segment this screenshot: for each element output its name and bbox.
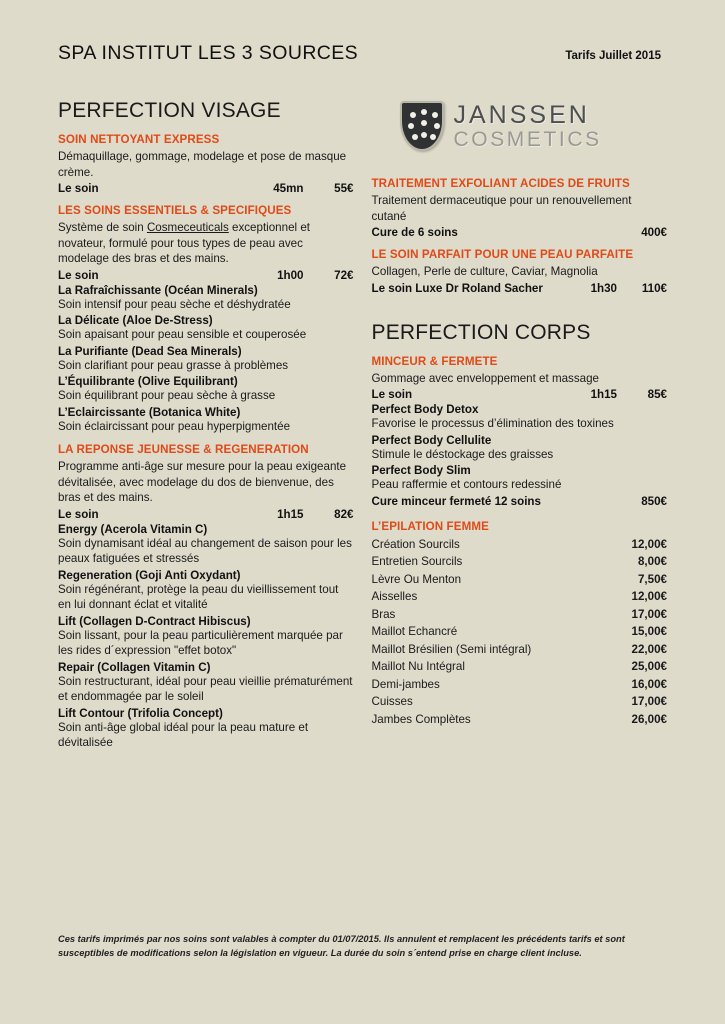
price-duration: 1h00	[277, 268, 304, 282]
content-columns	[58, 99, 667, 752]
category-description: Programme anti-âge sur mesure pour la peau exigeante dévitalisée, avec modelage du dos de bienvenue, des bras et des mains.	[58, 460, 347, 504]
service-name: Regeneration (Goji Anti Oxydant)	[58, 568, 241, 582]
price-label: Le soin	[371, 388, 413, 401]
price-row	[372, 282, 668, 295]
service-name: La Purifiante (Dead Sea Minerals)	[58, 344, 242, 358]
section-title-visage: PERFECTION VISAGE	[58, 99, 281, 122]
service-block-exfoliant	[372, 177, 668, 239]
epilation-price: 17,00€	[631, 695, 667, 708]
left-column	[58, 99, 354, 752]
service-description: Soin régénérant, protège la peau du vieillissement tout en lui donnant éclat et vitalité	[58, 582, 339, 611]
epilation-price: 26,00€	[631, 712, 667, 726]
page-title: SPA INSTITUT LES 3 SOURCES	[58, 42, 359, 64]
category-title: SOIN NETTOYANT EXPRESS	[58, 133, 220, 146]
price-row	[58, 508, 354, 521]
category-title: LA REPONSE JEUNESSE & REGENERATION	[58, 443, 309, 456]
epilation-price: 25,00€	[631, 660, 667, 673]
service-description: Peau raffermie et contours redessiné	[371, 478, 562, 491]
price-label: Le soin	[58, 507, 99, 521]
epilation-price: 12,00€	[631, 537, 667, 551]
epilation-label: Aisselles	[371, 590, 418, 603]
logo-text-primary: JANSSEN	[453, 100, 590, 129]
category-description: Gommage avec enveloppement et massage	[371, 371, 599, 385]
price-row	[58, 182, 354, 195]
epilation-label: Maillot Brésilien (Semi intégral)	[371, 642, 532, 656]
service-description: Soin dynamisant idéal au changement de saison pour les peaux fatiguées et stressés	[58, 536, 352, 565]
service-name: Perfect Body Slim	[371, 464, 471, 477]
table-row	[372, 606, 668, 624]
price-duration: 1h30	[590, 281, 617, 295]
epilation-label: Bras	[371, 607, 396, 621]
epilation-label: Demi-jambes	[371, 677, 440, 691]
service-name: La Délicate (Aloe De-Stress)	[58, 314, 213, 327]
category-title: LE SOIN PARFAIT POUR UNE PEAU PARFAITE	[371, 248, 634, 261]
service-block-jeunesse	[58, 443, 354, 751]
table-row	[372, 536, 668, 554]
price-label: Cure de 6 soins	[371, 226, 458, 239]
epilation-label: Cuisses	[371, 695, 413, 708]
price-label: Le soin Luxe Dr Roland Sacher	[371, 281, 543, 295]
price-label: Le soin	[58, 182, 99, 195]
service-description: Soin clarifiant pour peau grasse à problèmes	[58, 358, 289, 372]
logo-text-secondary: COSMETICS	[453, 127, 602, 151]
service-name: Repair (Collagen Vitamin C)	[58, 660, 211, 674]
category-title: LES SOINS ESSENTIELS & SPECIFIQUES	[58, 204, 292, 217]
price-amount: 55€	[334, 182, 354, 195]
table-row	[372, 658, 668, 676]
epilation-label: Jambes Complètes	[371, 712, 471, 726]
price-row	[372, 388, 668, 401]
service-description: Stimule le déstockage des graisses	[371, 447, 554, 461]
category-description: Collagen, Perle de culture, Caviar, Magnolia	[371, 265, 598, 278]
epilation-price: 17,00€	[631, 607, 667, 621]
service-description: Soin restructurant, idéal pour peau vieillie prématurément et endommagée par le soleil	[58, 674, 353, 703]
epilation-price: 12,00€	[631, 590, 667, 603]
epilation-price: 7,50€	[637, 572, 667, 586]
service-block-soin-parfait	[372, 248, 668, 295]
epilation-label: Maillot Nu Intégral	[371, 660, 465, 673]
price-amount: 850€	[641, 494, 667, 508]
legal-footnote: Ces tarifs imprimés par nos soins sont valables à compter du 01/07/2015. Ils annulent et remplacent les précédents tarifs et sont susceptibles de modifications selon la législation en vigueur. La durée du soin s´entend prise en charge client incluse.	[58, 934, 625, 958]
table-row	[372, 693, 668, 711]
service-description: Soin lissant, pour la peau particulièrement marquée par les rides d´expression "effet botox"	[58, 628, 343, 657]
price-duration: 45mn	[273, 182, 304, 195]
price-label: Le soin	[58, 268, 99, 282]
price-row	[58, 269, 354, 282]
epilation-price: 8,00€	[637, 555, 667, 568]
right-column	[372, 99, 668, 752]
desc-part-2: exceptionnel et novateur, formulé pour tous types de peau avec modelage des bras et des mains.	[58, 221, 310, 265]
section-title-corps: PERFECTION CORPS	[371, 320, 591, 344]
table-row	[372, 571, 668, 589]
category-description	[58, 220, 354, 267]
epilation-price: 16,00€	[631, 677, 667, 691]
service-description: Favorise le processus d’élimination des toxines	[371, 417, 614, 430]
category-description: Démaquillage, gommage, modelage et pose de masque crème.	[58, 150, 347, 179]
price-amount: 82€	[334, 507, 354, 521]
table-row	[372, 676, 668, 694]
desc-part-1: Système de soin	[58, 221, 147, 234]
service-block-minceur	[372, 355, 668, 508]
service-block-essentiels	[58, 204, 354, 434]
shield-logo-icon	[400, 101, 444, 151]
epilation-price: 22,00€	[631, 642, 667, 656]
price-amount: 110€	[641, 281, 667, 295]
service-description: Soin apaisant pour peau sensible et couperosée	[58, 328, 307, 341]
category-title: L’EPILATION FEMME	[371, 519, 489, 533]
table-row	[372, 623, 668, 641]
epilation-label: Lèvre Ou Menton	[371, 572, 462, 586]
service-name: Perfect Body Cellulite	[371, 433, 492, 447]
epilation-label: Entretien Sourcils	[371, 555, 463, 568]
document-header	[58, 42, 667, 65]
service-block-nettoyant-express	[58, 133, 354, 195]
table-row	[372, 641, 668, 659]
epilation-price: 15,00€	[631, 625, 667, 638]
service-name: La Rafraîchissante (Océan Minerals)	[58, 283, 258, 297]
table-row	[372, 711, 668, 729]
service-name: Lift (Collagen D-Contract Hibiscus)	[58, 614, 251, 628]
service-description: Soin éclaircissant pour peau hyperpigmentée	[58, 419, 291, 433]
service-name: Perfect Body Detox	[371, 403, 479, 416]
price-duration: 1h15	[590, 388, 617, 401]
price-row-cure	[372, 495, 668, 508]
price-amount: 72€	[334, 268, 354, 282]
category-title: TRAITEMENT EXFOLIANT ACIDES DE FRUITS	[371, 177, 630, 190]
service-description: Soin anti-âge global idéal pour la peau mature et dévitalisée	[58, 720, 309, 749]
service-name: Energy (Acerola Vitamin C)	[58, 522, 208, 536]
service-name: L’Eclaircissante (Botanica White)	[58, 405, 241, 419]
janssen-logo	[372, 101, 668, 163]
table-row	[372, 588, 668, 606]
price-row	[372, 226, 668, 239]
service-name: Lift Contour (Trifolia Concept)	[58, 706, 223, 720]
price-amount: 85€	[647, 388, 667, 401]
price-amount: 400€	[641, 226, 667, 239]
price-duration: 1h15	[277, 507, 304, 521]
epilation-label: Maillot Echancré	[371, 625, 458, 638]
desc-underlined-term: Cosmeceuticals	[146, 221, 229, 234]
category-title: MINCEUR & FERMETE	[371, 354, 498, 368]
tariff-date: Tarifs Juillet 2015	[565, 50, 661, 62]
service-description: Soin équilibrant pour peau sèche à grasse	[58, 389, 276, 402]
service-name: L’Équilibrante (Olive Equilibrant)	[58, 375, 238, 388]
price-label: Cure minceur fermeté 12 soins	[371, 494, 541, 508]
epilation-label: Création Sourcils	[371, 537, 460, 551]
category-description: Traitement dermaceutique pour un renouvellement cutané	[371, 194, 632, 223]
service-block-epilation	[372, 520, 668, 729]
table-row	[372, 553, 668, 571]
service-description: Soin intensif pour peau sèche et déshydratée	[58, 297, 291, 311]
